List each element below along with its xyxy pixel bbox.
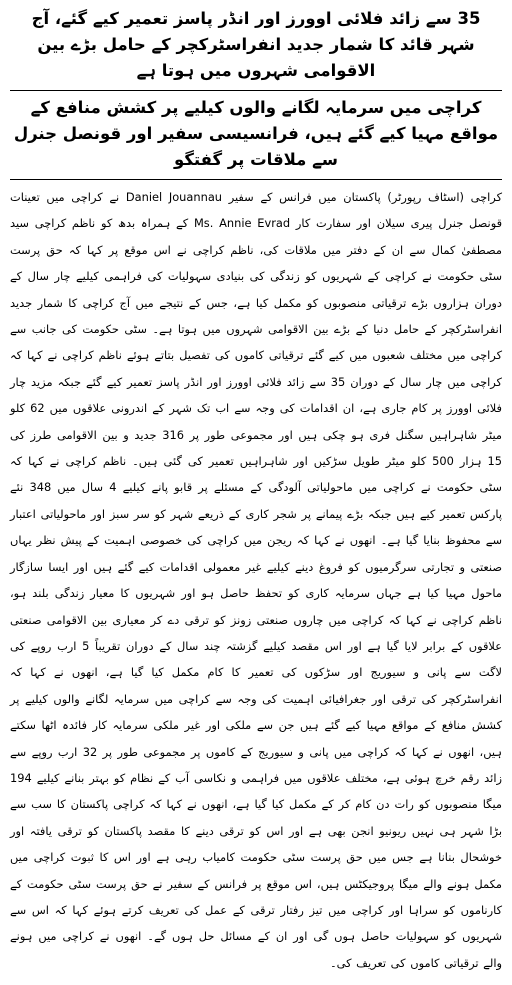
diplomat-name: Ms. Annie Evrad [193,216,291,231]
article-body [10,184,502,976]
ambassador-name: Daniel Jouannau [125,190,223,204]
divider-top [10,90,502,91]
headline-secondary: کراچی میں سرمایہ لگانے والوں کیلیے پر کشش منافع کے مواقع مہیا کیے گئے ہیں، فرانسیسی سفیر اور قونصل جنرل سے ملاقات پر گفتگو [13,98,499,169]
article-intro: کراچی (اسٹاف رپورٹر) پاکستان میں فرانس کے سفیر [228,190,502,204]
divider-bottom [10,179,502,180]
article-part-1: نے کراچی میں تعینات قونصل جنرل پیری سیلان اور سفارت کار [10,190,503,231]
headline-primary: 35 سے زائد فلائی اوورز اور انڈر پاسز تعمیر کیے گئے، آج شہر قائد کا شمار جدید انفراسٹرکچر کے حامل بڑے بین الاقوامی شہروں میں ہوتا ہے [31,9,481,80]
article-part-2: کے ہمراہ بدھ کو ناظم کراچی سید مصطفیٰ کمال سے ان کے دفتر میں ملاقات کی، ناظم کراچی نے اس موقع پر کہا کہ حق پرست سٹی حکومت نے کراچی کے شہریوں کو زندگی کی بنیادی سہولیات کی فراہمی کیلیے چار سال کے دوران ہزاروں بڑے ترقیاتی منصوبوں کو مکمل کیا ہے، جس کے نتیجے میں آج کراچی کا شمار جدید انفراسٹرکچر کے حامل دنیا کے بڑے بین الاقوامی شہروں میں ہوتا ہے۔ سٹی حکومت کی جانب سے کراچی میں مختلف شعبوں میں کیے گئے ترقیاتی کاموں کی تفصیل بتاتے ہوئے ناظم کراچی نے کہا کہ کراچی میں چار سال کے دوران 35 سے زائد فلائی اوورز اور انڈر پاسز تعمیر کیے گئے جبکہ مزید چار فلائی اوورز پر کام جاری ہے، ان اقدامات کی وجہ سے اب تک شہر کے اندرونی علاقوں میں 62 کلو میٹر شاہراہیں سگنل فری ہو چکی ہیں اور مجموعی طور پر 316 جدید و بین الاقوامی طرز کی 15 ہزار 500 کلو میٹر طویل سڑکیں اور شاہراہیں تعمیر کی گئی ہیں۔ ناظم کراچی نے کہا کہ سٹی حکومت نے کراچی میں ماحولیاتی آلودگی کے مسئلے پر قابو پانے کیلیے 4 سال میں 348 نئے پارکس تعمیر کیے ہیں جبکہ بڑے پیمانے پر شجر کاری کے ذریعے شہر کو سر سبز اور ماحولیاتی اعتبار سے محفوظ بنایا گیا ہے۔ انھوں نے کہا کہ ریجن میں کراچی کی خصوصی اہمیت کے پیش نظر یہاں صنعتی و تجارتی سرگرمیوں کو فروغ دینے کیلیے غیر معمولی اقدامات کیے گئے ہیں اور ایسا سازگار ماحول مہیا کیا ہے جہاں سرمایہ کاری کو تحفظ حاصل ہو اور شہریوں کا معیار زندگی بلند ہو، ناظم کراچی نے کہا کہ کراچی میں چاروں صنعتی زونز کو ترقی دے کر معیاری بین الاقوامی صنعتی علاقوں کے برابر لایا گیا ہے اور اس مقصد کیلیے گزشتہ چند سال کے دوران تقریباً 5 ارب روپے کی لاگت سے پانی و سیوریج اور سڑکوں کی تعمیر کا کام مکمل کیا گیا ہے، انھوں نے کہا کہ انفراسٹرکچر کی ترقی اور جغرافیائی اہمیت کی وجہ سے کراچی میں سرمایہ لگانے والوں کیلیے پر کشش منافع کے مواقع مہیا کیے گئے ہیں جن سے ملکی اور غیر ملکی سرمایہ کار فائدہ اٹھا سکتے ہیں، انھوں نے کہا کہ کراچی میں پانی و سیوریج کے کاموں پر مجموعی طور پر 32 ارب روپے سے زائد رقم خرچ ہوئی ہے، مختلف علاقوں میں فراہمی و نکاسی آب کے نظام کو بہتر بنانے کیلیے 194 میگا منصوبوں کو رات دن کام کر کے مکمل کیا گیا ہے، انھوں نے کہا کہ کراچی پاکستان کا سب سے بڑا شہر ہی نہیں ریونیو انجن بھی ہے اور اس کو ترقی دینے کا مقصد پاکستان کو ترقی یافتہ اور خوشحال بنانا ہے جس میں حق پرست سٹی حکومت کامیاب رہی ہے اور اس کا ثبوت کراچی میں مکمل ہونے والے میگا پروجیکٹس ہیں، اس موقع پر فرانس کے سفیر نے حق پرست سٹی حکومت کے کارناموں کو سراہا اور کراچی میں تیز رفتار ترقی کے عمل کی تعریف کرتے ہوئے کہا کہ اس سے شہریوں کو سہولیات حاصل ہوں گی اور ان کے مسائل حل ہوں گے۔ انھوں نے کراچی میں ہونے والے ترقیاتی کاموں کی تعریف کی۔ [10,216,503,970]
